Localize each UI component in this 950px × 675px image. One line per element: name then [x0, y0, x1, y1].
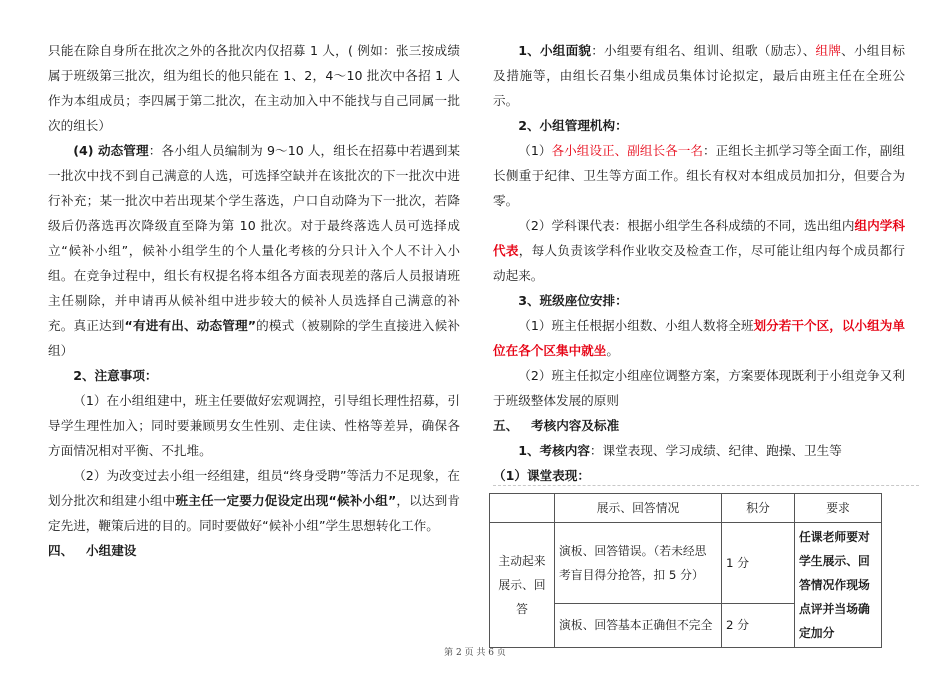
heading-section-5	[493, 413, 905, 438]
heading-management-org: 2、小组管理机构：	[518, 118, 628, 133]
seating-item-1-text-a: （1）班主任根据小组数、小组人数将全班	[518, 318, 754, 333]
org-item-1	[493, 138, 905, 213]
table-header-cell: 展示、回答情况	[555, 494, 722, 523]
note-2-text-a: （2）为改变过去小组一经组建，组员“终身受聘”等活力不足现象，在划分批次和组建小组中	[48, 468, 460, 508]
heading-section-4	[48, 538, 460, 563]
section-4-number: 四、	[48, 543, 74, 558]
heading-notes: 2、注意事项：	[73, 368, 158, 383]
org-item-2	[493, 213, 905, 288]
note-2-bold: 班主任一定要力促设定出现“候补小组”	[175, 493, 397, 508]
note-2-text-b: ，以达到肯定先进，鞭策后进的目的。同时要做好“候补小组”学生思想转化工作。	[48, 493, 461, 533]
group-appearance-label: 1、小组面貌	[518, 43, 592, 58]
heading-seating: 3、班级座位安排：	[518, 293, 628, 308]
org-item-1-text: ：正组长主抓学习等全面工作，副组长侧重于纪律、卫生等方面工作。组长有权对本组成员加扣分，但要合为零。	[493, 143, 906, 208]
group-appearance-text-a: ：小组要有组名、组训、组歌（励志）、	[591, 43, 816, 58]
assessment-content	[493, 438, 905, 463]
table-header-cell: 积分	[722, 494, 795, 523]
class-performance-label: （1）课堂表现：	[493, 468, 590, 483]
group-appearance-text-b: 、小组目标及措施等，由组长召集小组成员集体讨论拟定，最后由班主任在全班公示。	[493, 43, 906, 108]
right-column	[493, 38, 905, 648]
org-item-2-red: 组内学科代表	[493, 218, 906, 258]
subheading-class-performance	[493, 463, 905, 488]
assessment-content-text: ：课堂表现、学习成绩、纪律、跑操、卫生等	[589, 443, 842, 458]
seating-item-1-text-b: 。	[606, 343, 619, 358]
table-header-cell: 要求	[795, 494, 882, 523]
dynamic-management-tail: 的模式（被剔除的学生直接进入候补组）	[48, 318, 461, 358]
left-column	[48, 38, 460, 563]
note-1: （1）在小组组建中，班主任要做好宏观调控，引导组长理性招募，引导学生理性加入；同时要兼顾男女生性别、走住读、性格等差异，确保各方面情况相对平衡、不扎堆。	[48, 393, 460, 458]
table-cell-score: 1 分	[722, 523, 795, 604]
table-header-row	[490, 494, 882, 523]
page-footer: 第 2 页 共 6 页	[444, 648, 506, 658]
org-item-2-text-a: （2）学科课代表：根据小组学生各科成绩的不同，选出组内	[518, 218, 855, 233]
section-5-number: 五、	[493, 418, 519, 433]
table-cell-description: 演板、回答错误。（若未经思考盲目得分抢答，扣 5 分）	[555, 523, 722, 604]
dynamic-management-text: ：各小组人员编制为 9～10 人，组长在招募中若遇到某一批次中找不到自己满意的人选，可选择空缺并在该批次的下一批次中进行补充；某一批次中若出现某个学生落选，户口自动降为下一批次，若降级后仍落选再次降级直至降为第 10 批次。对于最终落选人员可选择成立“候补小组”，候补小组学生的个人量化考核的分只计入个人不计入小组。在竞争过程中，组长有权提名将本组各方面表现差的落后人员报请班主任剔除，并申请再从候补组中进步较大的候补人员选择自己满意的补充。真正达到	[48, 143, 460, 333]
org-item-1-prefix: （1）	[518, 143, 552, 158]
table-row-head: 主动起来展示、回答	[490, 523, 555, 648]
seating-item-2: （2）班主任拟定小组座位调整方案，方案要体现既利于小组竞争又利于班级整体发展的原则	[493, 368, 905, 408]
org-item-2-text-b: ，每人负责该学科作业收交及检查工作，尽可能让组内每个成员都行动起来。	[493, 243, 906, 283]
paragraph-group-appearance	[493, 38, 905, 113]
paragraph-batch-rule: 只能在除自身所在批次之外的各批次内仅招募 1 人，( 例如：张三按成绩属于班级第三批次，组为组长的他只能在 1、2，4～10 批次中各招 1 人作为本组成员；李四属于第二批次，在主动加入中不能找与自己同属一批次的组长）	[48, 43, 460, 133]
class-performance-table	[489, 493, 882, 648]
group-appearance-red: 组牌	[815, 43, 842, 58]
paragraph-dynamic-management	[48, 138, 460, 363]
section-5-title: 考核内容及标准	[531, 418, 620, 433]
dynamic-management-label: (4) 动态管理	[73, 143, 149, 158]
table-cell-requirement: 任课老师要对学生展示、回答情况作现场点评并当场确定加分	[795, 523, 882, 648]
seating-item-1-red: 划分若干个区，以小组为单位在各个区集中就坐	[493, 318, 906, 358]
org-item-1-red: 各小组设正、副组长各一名	[551, 143, 704, 158]
note-2	[48, 463, 460, 538]
table-cell-score: 2 分	[722, 603, 795, 647]
dashed-guide-line	[493, 485, 919, 486]
seating-item-1	[493, 313, 905, 363]
table-row	[490, 523, 882, 604]
assessment-content-label: 1、考核内容	[518, 443, 590, 458]
section-4-title: 小组建设	[86, 543, 137, 558]
table-header-cell	[490, 494, 555, 523]
table-cell-description: 演板、回答基本正确但不完全	[555, 603, 722, 647]
dynamic-management-motto: “有进有出、动态管理”	[124, 318, 256, 333]
